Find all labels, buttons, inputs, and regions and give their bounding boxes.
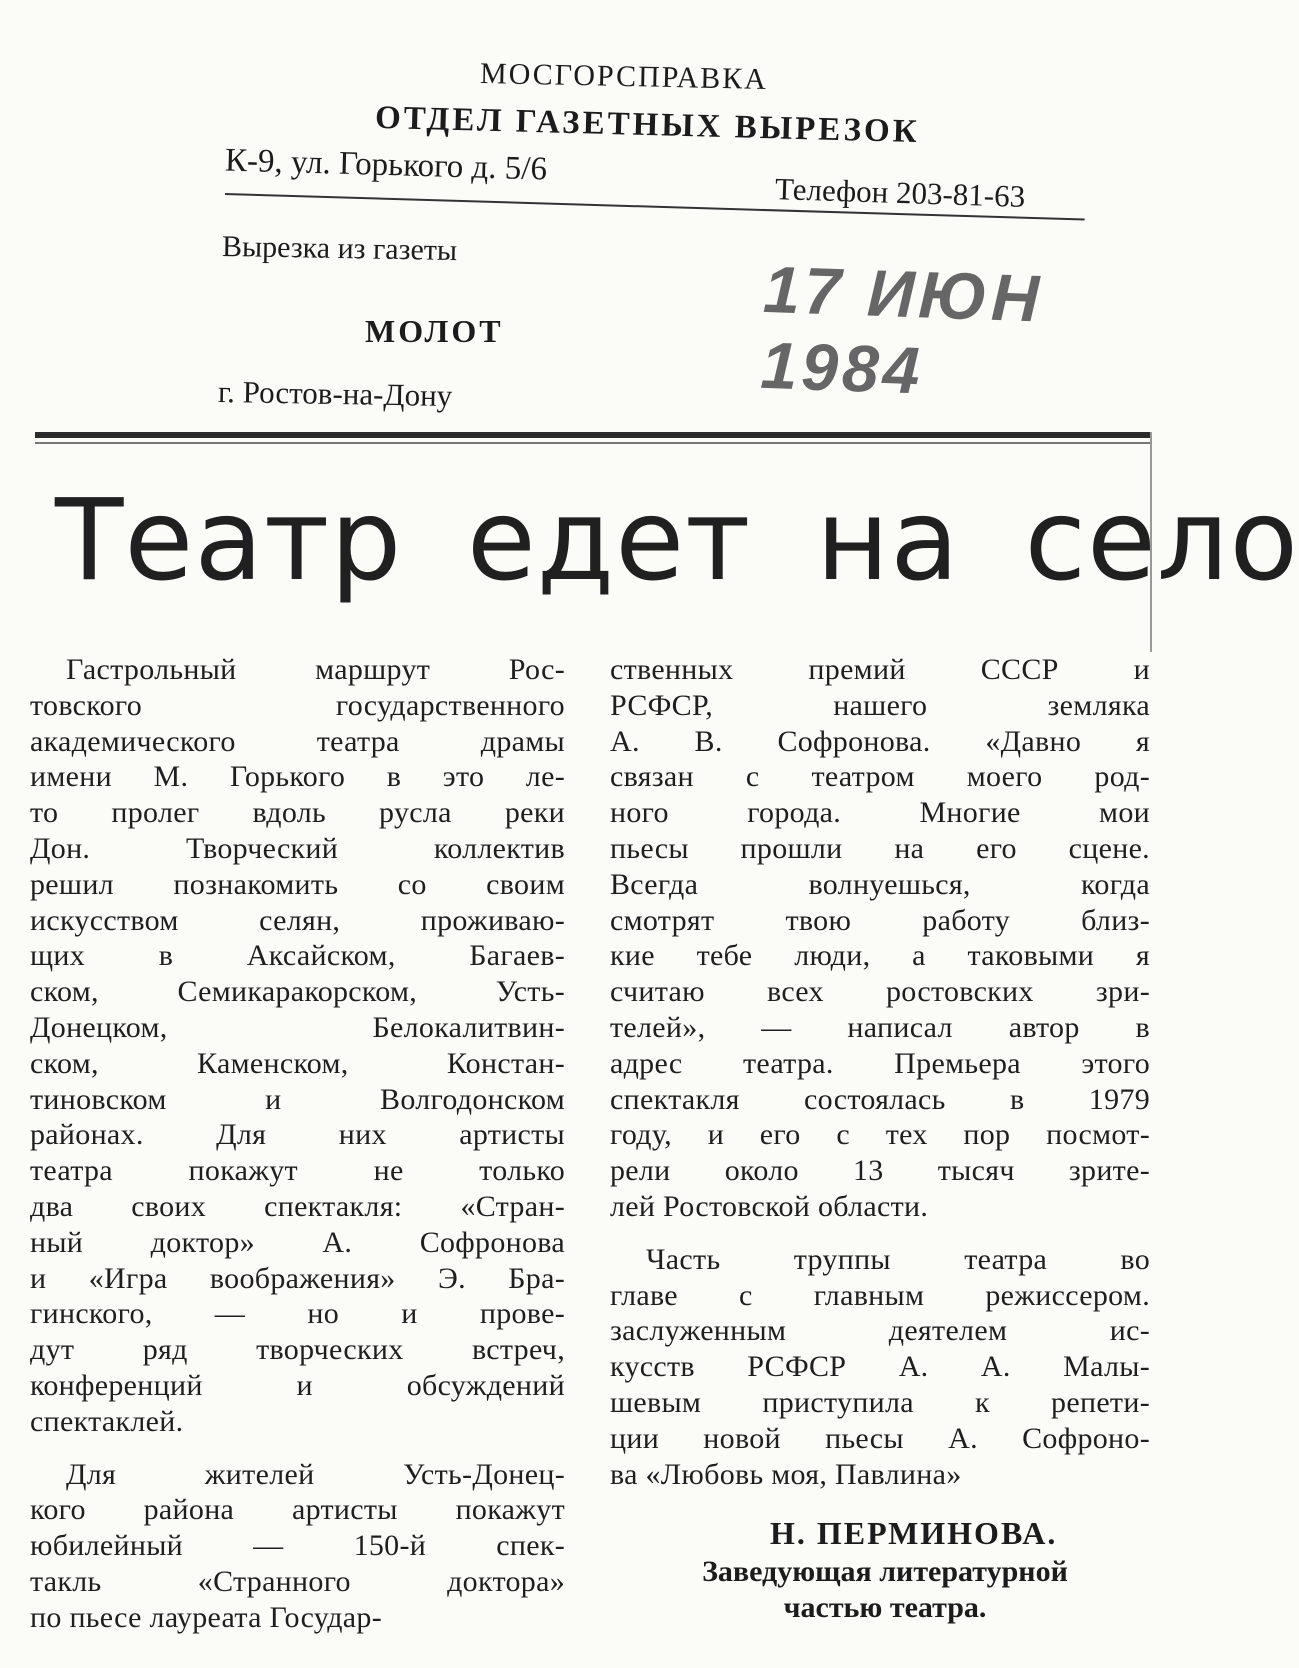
text-line: шевым приступила к репети- [610,1385,1150,1419]
text-line: спектакля состоялась в 1979 [610,1082,1150,1116]
text-line: ного города. Многие мои [610,796,1150,830]
text-line: спектаклей. [30,1404,184,1438]
text-line: заслуженным деятелем ис- [610,1314,1150,1348]
text-line: конференций и обсуждений [30,1368,565,1402]
article-column-right [610,652,1150,1492]
date-stamp: 17 ИЮН 1984 [759,251,1045,408]
text-line: ственных премий СССР и [610,653,1150,686]
text-line: кого района артисты покажут [30,1493,565,1527]
text-line: телей», — написал автор в [610,1010,1150,1044]
agency-name: МОСГОРСПРАВКА [479,56,769,97]
text-line: Для жителей Усть-Донец- [66,1457,565,1491]
author-role-line-2: частью театра. [783,1591,987,1624]
newspaper-city: г. Ростов-на-Дону [217,373,453,414]
agency-phone: Телефон 203-81-63 [774,171,1026,214]
department-name: ОТДЕЛ ГАЗЕТНЫХ ВЫРЕЗОК [374,99,921,151]
text-line: пьесы прошли на его сцене. [610,831,1150,865]
text-line: Дон. Творческий коллектив [30,831,565,865]
text-line: смотрят твою работу близ- [610,903,1150,937]
text-line: РСФСР, нашего земляка [610,688,1150,722]
text-line: дут ряд творческих встреч, [30,1333,565,1367]
text-line: кусств РСФСР А. А. Малы- [610,1350,1150,1384]
text-line: ции новой пьесы А. Софроно- [610,1421,1150,1455]
clipping-top-rule [35,432,1150,438]
text-line: щих в Аксайском, Багаев- [30,939,565,973]
text-line: Гастрольный маршрут Рос- [66,653,565,686]
article-headline: Театр едет на село [55,476,1299,606]
text-line: ный доктор» А. Софронова [30,1225,565,1259]
author-role-line-1: Заведующая литературной [702,1555,1068,1588]
text-line: два своих спектакля: «Стран- [30,1189,565,1223]
paragraph-gap [610,1225,1150,1242]
text-line: по пьесе лауреата Государ- [30,1600,382,1634]
text-line: имени М. Горького в это ле- [30,760,565,794]
newspaper-name: МОЛОТ [365,313,504,349]
text-line: году, и его с тех пор посмот- [610,1118,1150,1152]
text-line: такль «Странного доктора» [30,1564,565,1598]
text-line: искусством селян, проживаю- [30,903,565,937]
author-role [645,1554,1125,1626]
text-line: лей Ростовской области. [610,1189,929,1223]
text-line: и «Игра воображения» Э. Бра- [30,1261,565,1295]
text-line: решил познакомить со своим [30,867,565,901]
text-line: адрес театра. Премьера этого [610,1046,1150,1080]
text-line: гинского, — но и прове- [30,1297,565,1331]
text-line: товского государственного [30,688,565,722]
text-line: рели около 13 тысяч зрите- [610,1154,1150,1188]
text-line: академического театра драмы [30,724,565,758]
paragraph-gap [30,1440,565,1457]
text-line: то пролег вдоль русла реки [30,796,565,830]
text-line: связан с театром моего род- [610,760,1150,794]
text-line: Всегда волнуешься, когда [610,867,1150,901]
text-line: тиновском и Волгодонском [30,1082,565,1116]
text-line: Донецком, Белокалитвин- [30,1010,565,1044]
clipping-top-rule-thin [35,442,1150,444]
text-line: ском, Каменском, Констан- [30,1046,565,1080]
text-line: кие тебе люди, а таковыми я [610,939,1150,973]
text-line: ском, Семикаракорском, Усть- [30,975,565,1009]
text-line: ва «Любовь моя, Павлина» [610,1457,962,1491]
clip-label: Вырезка из газеты [221,229,458,268]
agency-address: К-9, ул. Горького д. 5/6 [224,142,548,188]
text-line: считаю всех ростовских зри- [610,975,1150,1009]
text-line: А. В. Софронова. «Давно я [610,724,1150,758]
article-author: Н. ПЕРМИНОВА. [770,1515,1058,1551]
article-column-left [30,652,565,1636]
text-line: юбилейный — 150-й спек- [30,1529,565,1563]
text-line: Часть труппы театра во [646,1242,1150,1276]
text-line: главе с главным режиссером. [610,1278,1150,1312]
text-line: районах. Для них артисты [30,1118,565,1152]
text-line: театра покажут не только [30,1154,565,1188]
